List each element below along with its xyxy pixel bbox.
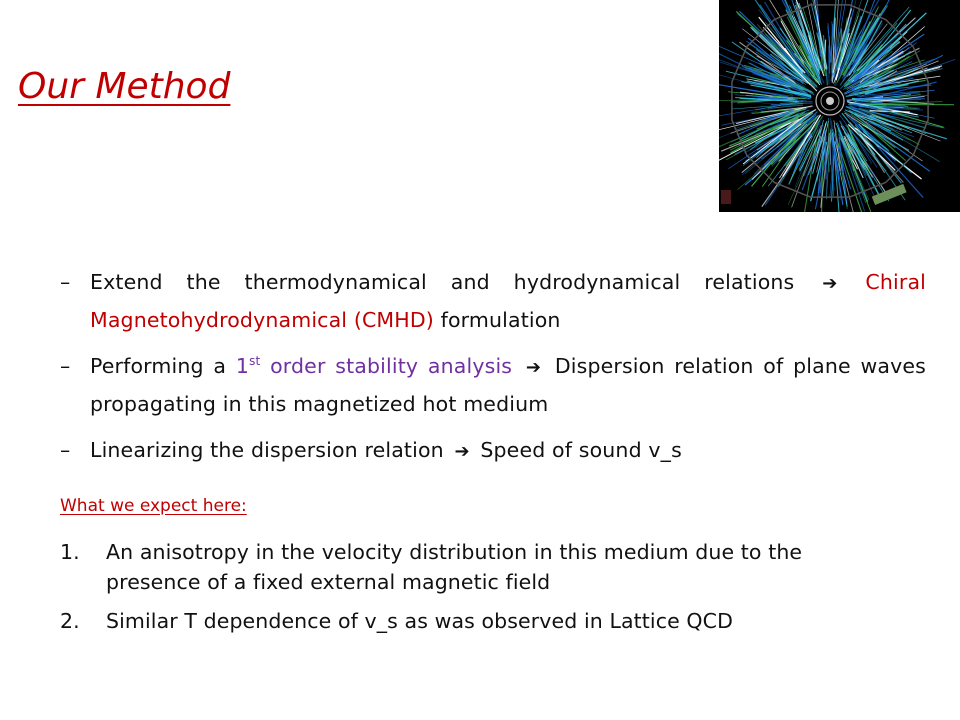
bullet-dash: – [60, 270, 71, 294]
right-arrow-icon: ➔ [822, 273, 838, 294]
bullet-stability-analysis [60, 348, 926, 423]
bullet-text-end: Dispersion relation of plane waves propagating in this magnetized hot medium [90, 354, 926, 416]
bullet-linearizing [60, 432, 926, 470]
order-text: order stability analysis [270, 354, 513, 378]
list-number: 1. [60, 540, 80, 564]
method-bullet-list [60, 264, 926, 479]
stability-highlight [236, 354, 512, 378]
bullet-dash: – [60, 438, 71, 462]
expectations-list [60, 537, 900, 645]
list-item [60, 537, 900, 597]
bullet-text: Linearizing the dispersion relation [90, 438, 444, 462]
bullet-text: Performing a [90, 354, 227, 378]
right-arrow-icon: ➔ [525, 357, 542, 378]
order-suffix: st [249, 354, 261, 369]
bullet-text-end: formulation [440, 308, 561, 332]
slide-title: Our Method [18, 66, 231, 107]
order-number: 1 [235, 354, 250, 378]
bullet-dash: – [60, 354, 71, 378]
collision-event-display-image [719, 0, 960, 212]
collision-event-display-icon [719, 0, 960, 212]
particle-track [825, 130, 826, 180]
bullet-extend-relations [60, 264, 926, 339]
cmhd-highlight: Chiral Magnetohydrodynamical (CMHD) [90, 270, 927, 332]
particle-track [855, 98, 894, 99]
expectations-heading: What we expect here: [60, 496, 247, 516]
bullet-text-end: Speed of sound v_s [480, 438, 682, 462]
list-item [60, 606, 900, 636]
right-arrow-icon: ➔ [454, 441, 470, 462]
list-text: An anisotropy in the velocity distribution in this medium due to the presence of a fixed external magnetic field [106, 540, 803, 594]
list-text: Similar T dependence of v_s as was observed in Lattice QCD [106, 609, 733, 633]
list-number: 2. [60, 609, 80, 633]
bullet-text: Extend the thermodynamical and hydrodynamical relations [90, 270, 795, 294]
